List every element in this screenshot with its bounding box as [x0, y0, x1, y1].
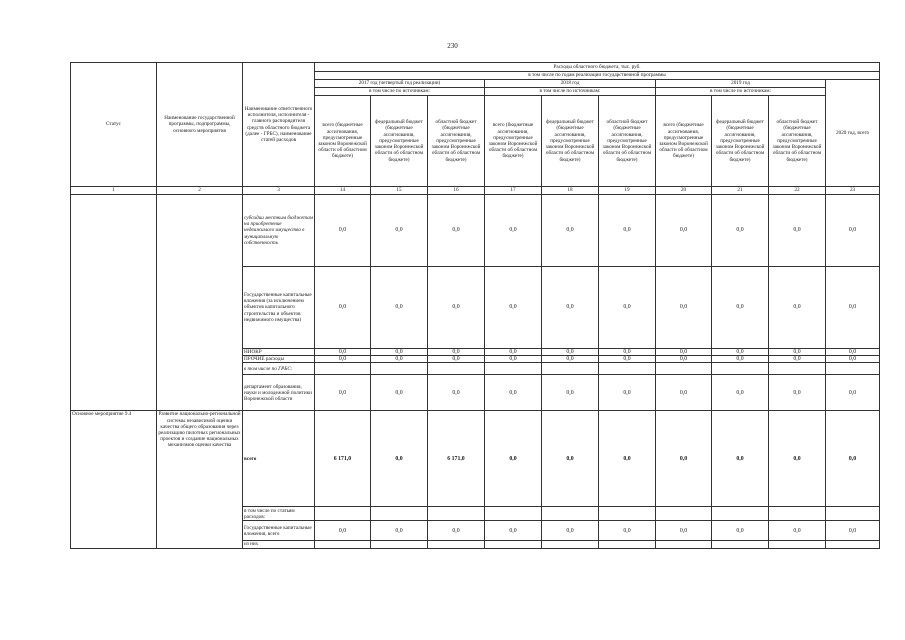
column-number: 20: [656, 187, 712, 195]
expense-item: в том числе по статьям расходов:: [243, 507, 315, 521]
value-cell: 0,0: [599, 411, 656, 507]
value-cell: [712, 363, 769, 375]
value-cell: 0,0: [315, 375, 371, 411]
value-cell: [485, 363, 542, 375]
value-cell: 0,0: [371, 521, 428, 541]
value-cell: 0,0: [826, 521, 880, 541]
value-cell: 0,0: [371, 356, 428, 363]
value-cell: 0,0: [485, 267, 542, 349]
table-row: [71, 411, 880, 507]
value-cell: [542, 363, 599, 375]
value-cell: 0,0: [826, 375, 880, 411]
value-cell: 0,0: [712, 375, 769, 411]
value-cell: [428, 541, 485, 548]
value-cell: 0,0: [428, 349, 485, 356]
value-cell: 0,0: [712, 349, 769, 356]
value-cell: 0,0: [769, 356, 826, 363]
value-cell: [371, 363, 428, 375]
column-number: 19: [599, 187, 656, 195]
value-cell: 0,0: [542, 375, 599, 411]
value-cell: [542, 507, 599, 521]
value-cell: [656, 363, 712, 375]
value-cell: 0,0: [826, 267, 880, 349]
value-cell: [826, 541, 880, 548]
value-cell: [542, 541, 599, 548]
name-cell-empty: [157, 195, 243, 411]
header-year-2019: 2019 год: [656, 80, 826, 88]
value-cell: 0,0: [542, 356, 599, 363]
value-cell: 0,0: [315, 195, 371, 267]
value-cell: [599, 541, 656, 548]
value-cell: [826, 507, 880, 521]
value-cell: 0,0: [428, 267, 485, 349]
value-cell: 0,0: [712, 195, 769, 267]
value-cell: [826, 363, 880, 375]
expense-item: НИОКР: [243, 349, 315, 356]
header-total-2017: всего (бюджетные ассигнования, предусмотренные законом Воронежской области об областном бюджете): [315, 96, 371, 187]
value-cell: 0,0: [485, 195, 542, 267]
value-cell: 0,0: [542, 195, 599, 267]
expense-item: Государственные капитальные вложения, всего: [243, 521, 315, 541]
value-cell: 0,0: [371, 411, 428, 507]
measure-name: Развитие национально-региональной системы независимой оценки качества общего образования через реализацию пилотных региональных проектов и создание национальных механизмов оценки качества: [157, 411, 243, 548]
value-cell: 0,0: [542, 521, 599, 541]
header-sources-2017: в том числе по источникам:: [315, 88, 485, 96]
expense-item: из них: [243, 541, 315, 548]
value-cell: 0,0: [315, 521, 371, 541]
value-cell: 0,0: [712, 356, 769, 363]
expense-item: субсидии местным бюджетам на приобретение недвижимого имущества в муниципальную собственность: [243, 195, 315, 267]
value-cell: 0,0: [371, 349, 428, 356]
value-cell: 0,0: [656, 267, 712, 349]
value-cell: 0,0: [371, 195, 428, 267]
column-number: 15: [371, 187, 428, 195]
value-cell: 0,0: [769, 521, 826, 541]
value-cell: [656, 541, 712, 548]
budget-table: [70, 62, 880, 549]
expense-item: Государственные капитальные вложения (за исключением объектов капитального строительства и объектов недвижимого имущества): [243, 267, 315, 349]
value-cell: [769, 507, 826, 521]
value-cell: 0,0: [712, 411, 769, 507]
value-cell: 0,0: [485, 521, 542, 541]
value-cell: 0,0: [428, 375, 485, 411]
header-by-years: в том числе по годам реализации государственной программы: [315, 72, 880, 80]
value-cell: [371, 541, 428, 548]
value-cell: 0,0: [826, 195, 880, 267]
value-cell: 0,0: [656, 195, 712, 267]
value-cell: 0,0: [542, 411, 599, 507]
header-program-name: Наименование государственной программы, подпрограммы, основного мероприятия: [157, 63, 243, 187]
value-cell: [599, 507, 656, 521]
value-cell: [315, 363, 371, 375]
value-cell: 0,0: [428, 195, 485, 267]
value-cell: 0,0: [656, 349, 712, 356]
expense-item: ПРОЧИЕ расходы: [243, 356, 315, 363]
value-cell: 0,0: [769, 267, 826, 349]
header-status: Статус: [71, 63, 157, 187]
column-number: 23: [826, 187, 880, 195]
value-cell: 0,0: [826, 411, 880, 507]
header-year-2020: 2020 год, всего: [826, 80, 880, 187]
table-row: [71, 195, 880, 267]
value-cell: 0,0: [712, 267, 769, 349]
value-cell: [656, 507, 712, 521]
value-cell: 0,0: [485, 411, 542, 507]
value-cell: 0,0: [769, 411, 826, 507]
value-cell: 0,0: [599, 356, 656, 363]
header-federal-2017: федеральный бюджет (бюджетные ассигнования, предусмотренные законом Воронежской области об областном бюджете): [371, 96, 428, 187]
value-cell: 0,0: [315, 349, 371, 356]
value-cell: [769, 363, 826, 375]
value-cell: 0,0: [599, 375, 656, 411]
header-year-2018: 2018 год: [485, 80, 656, 88]
value-cell: [712, 507, 769, 521]
value-cell: 0,0: [542, 349, 599, 356]
value-cell: [428, 363, 485, 375]
column-number: 16: [428, 187, 485, 195]
value-cell: 0,0: [542, 267, 599, 349]
page-number: 230: [447, 42, 458, 50]
value-cell: 0,0: [656, 375, 712, 411]
value-cell: [485, 507, 542, 521]
value-cell: 0,0: [712, 521, 769, 541]
header-regional-2019: областной бюджет (бюджетные ассигнования, предусмотренные законом Воронежской области об областном бюджете): [769, 96, 826, 187]
value-cell: 0,0: [371, 375, 428, 411]
column-number: 14: [315, 187, 371, 195]
header-federal-2018: федеральный бюджет (бюджетные ассигнования, предусмотренные законом Воронежской области об областном бюджете): [542, 96, 599, 187]
header-sources-2018: в том числе по источникам:: [485, 88, 656, 96]
value-cell: 0,0: [599, 267, 656, 349]
header-total-2018: всего (бюджетные ассигнования, предусмотренные законом Воронежской области об областном бюджете): [485, 96, 542, 187]
value-cell: 0,0: [485, 375, 542, 411]
expense-item: всего: [243, 411, 315, 507]
column-number: 18: [542, 187, 599, 195]
value-cell: 0,0: [826, 349, 880, 356]
column-number: 2: [157, 187, 243, 195]
value-cell: 0,0: [315, 356, 371, 363]
column-number: 1: [71, 187, 157, 195]
value-cell: 0,0: [485, 349, 542, 356]
header-executor: Наименование ответственного исполнителя, исполнителя - главного распорядителя средств областного бюджета (далее - ГРБС), наименование статей расходов: [243, 63, 315, 187]
header-regional-2017: областной бюджет (бюджетные ассигнования, предусмотренные законом Воронежской области об областном бюджете): [428, 96, 485, 187]
value-cell: [712, 541, 769, 548]
header-federal-2019: федеральный бюджет (бюджетные ассигнования, предусмотренные законом Воронежской области об областном бюджете): [712, 96, 769, 187]
value-cell: 6 171,0: [428, 411, 485, 507]
value-cell: [315, 541, 371, 548]
value-cell: [485, 541, 542, 548]
value-cell: [315, 507, 371, 521]
column-number: 21: [712, 187, 769, 195]
value-cell: 0,0: [656, 356, 712, 363]
expense-item: департамент образования, науки и молодежной политики Воронежской области: [243, 375, 315, 411]
value-cell: 0,0: [428, 521, 485, 541]
value-cell: 0,0: [826, 356, 880, 363]
column-number-row: [71, 187, 880, 195]
value-cell: 6 171,0: [315, 411, 371, 507]
value-cell: 0,0: [599, 521, 656, 541]
value-cell: 0,0: [485, 356, 542, 363]
status-cell-empty: [71, 195, 157, 411]
value-cell: 0,0: [656, 411, 712, 507]
column-number: 3: [243, 187, 315, 195]
value-cell: 0,0: [428, 356, 485, 363]
header-regional-expenses: Расходы областного бюджета, тыс. руб.: [315, 63, 880, 72]
header-total-2019: всего (бюджетные ассигнования, предусмотренные законом Воронежской области об областном бюджете): [656, 96, 712, 187]
value-cell: 0,0: [769, 349, 826, 356]
header-year-2017: 2017 год (четвертый год реализации): [315, 80, 485, 88]
value-cell: 0,0: [599, 349, 656, 356]
value-cell: [428, 507, 485, 521]
value-cell: 0,0: [599, 195, 656, 267]
column-number: 17: [485, 187, 542, 195]
header-regional-2018: областной бюджет (бюджетные ассигнования, предусмотренные законом Воронежской области об областном бюджете): [599, 96, 656, 187]
value-cell: [599, 363, 656, 375]
value-cell: 0,0: [769, 375, 826, 411]
column-number: 22: [769, 187, 826, 195]
value-cell: 0,0: [769, 195, 826, 267]
expense-item: в том числе по ГРБС:: [243, 363, 315, 375]
value-cell: 0,0: [315, 267, 371, 349]
measure-status: Основное мероприятие 9.4: [71, 411, 157, 548]
value-cell: [769, 541, 826, 548]
header-sources-2019: в том числе по источникам:: [656, 88, 826, 96]
value-cell: 0,0: [371, 267, 428, 349]
value-cell: 0,0: [656, 521, 712, 541]
value-cell: [371, 507, 428, 521]
